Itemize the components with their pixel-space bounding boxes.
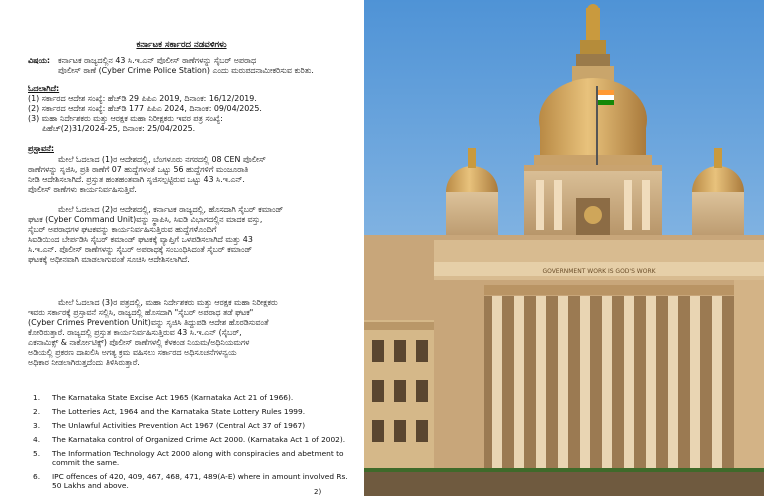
paragraph-3-line: ಅಧಿಕಾರ ನೀಡಲಾಗಿರುತ್ತದೆಂದು ತಿಳಿಸಿರುತ್ತಾರೆ. [28, 358, 140, 367]
column [514, 296, 524, 470]
reference-2: (2) ಸರ್ಕಾರದ ಆದೇಶ ಸಂಖ್ಯೆ: ಹೆಚ್‌ಡಿ 177 ಪಿಪಿಎ 2024, ದಿನಾಂಕ: 09/04/2025. [28, 104, 262, 113]
act-number: 3. [33, 421, 41, 430]
document-title: ಕರ್ನಾಟಕ ಸರ್ಕಾರದ ನಡವಳಿಗಳು [136, 40, 227, 50]
references-heading: ಓದಲಾಗಿದೆ: [28, 84, 60, 93]
column [558, 296, 568, 470]
act-text: The Karnataka control of Organized Crime Act 2000. (Karnataka Act 1 of 2002). [52, 435, 346, 444]
paragraph-3-line: (Cyber Crimes Prevention Unit)ವನ್ನು ಸೃಜಿಸಿ ತಿದ್ದುಪಡಿ ಆದೇಶ ಹೊರಡಿಸುವಂತೆ [28, 318, 269, 327]
paragraph-1-line: ಪೊಲೀಸ್ ಠಾಣೆಗಳು ಕಾರ್ಯನಿರ್ವಹಿಸುತ್ತಿವೆ. [28, 185, 137, 194]
reference-3-cont: ಪಿಹೆಚ್(2)31/2024-25, ದಿನಾಂಕ: 25/04/2025. [42, 124, 196, 133]
act-text: The Lotteries Act, 1964 and the Karnataka State Lottery Rules 1999. [52, 407, 306, 416]
paragraph-3-line: ಮೇಲೆ ಓದಲಾದ (3)ರ ಪತ್ರದಲ್ಲಿ, ಮಹಾ ನಿರ್ದೇಶಕರು ಮತ್ತು ಆರಕ್ಷಕ ಮಹಾ ನಿರೀಕ್ಷಕರು [58, 298, 278, 307]
ground [364, 470, 764, 496]
window [416, 340, 428, 362]
page-number: 2) [314, 488, 322, 496]
paragraph-2-line: ಮೇಲೆ ಓದಲಾದ (2)ರ ಆದೇಶದಲ್ಲಿ, ಕರ್ನಾಟಕ ರಾಜ್ಯದಲ್ಲಿ, ಹೊಸದಾಗಿ ಸೈಬರ್ ಕಮಾಂಡ್ [58, 205, 284, 214]
act-number: 4. [33, 435, 41, 444]
column [602, 296, 612, 470]
paragraph-2-line: ಘಟಕಕ್ಕೆ ಅಧೀನವಾಗಿ ಮಾಡಲಾಗುವಂತೆ ಸೂಚಿಸಿ ಆದೇಶಿಸಲಾಗಿದೆ. [28, 255, 190, 264]
act-number: 6. [33, 472, 41, 481]
paragraph-3-line: ಕೋರಿರುತ್ತಾರೆ. ರಾಜ್ಯದಲ್ಲಿ ಪ್ರಸ್ತುತ ಕಾರ್ಯನಿರ್ವಹಿಸುತ್ತಿರುವ 43 ಸಿ.ಇ.ಎನ್ (ಸೈಬರ್, [28, 328, 242, 337]
window [394, 340, 406, 362]
dome-drum [524, 165, 662, 238]
act-number: 5. [33, 449, 41, 458]
column [580, 296, 590, 470]
act-text: The Information Technology Act 2000 along with conspiracies and abetment to commit the same. [52, 449, 344, 468]
reference-3: (3) ಮಹಾ ನಿರ್ದೇಶಕರು ಮತ್ತು ಆರಕ್ಷಕ ಮಹಾ ನಿರೀಕ್ಷಕರು ಇವರ ಪತ್ರ ಸಂಖ್ಯೆ: [28, 114, 223, 123]
window [372, 340, 384, 362]
column [712, 296, 722, 470]
column [492, 296, 502, 470]
window [372, 420, 384, 442]
act-list-item [0, 407, 363, 417]
column [624, 296, 634, 470]
hedge [364, 468, 764, 472]
column [536, 296, 546, 470]
act-number: 1. [33, 393, 41, 402]
right-wing [734, 280, 764, 496]
window [394, 380, 406, 402]
subject-line-2: ಪೊಲೀಸ್ ಠಾಣೆ (Cyber Crime Police Station) ಎಂದು ಮರುಪದನಾಮೀಕರಿಸುವ ಕುರಿತು. [58, 66, 314, 75]
paragraph-2-line: ಸೈಬರ್ ಅಪರಾಧಗಳ ಘಟಕವನ್ನು ಕಾರ್ಯನಿರ್ವಹಿಸುತ್ತಿರುವ ಹುದ್ದೆಗಳೊಂದಿಗೆ [28, 225, 217, 234]
paragraph-2-line: ಸಿಐಡಿಯಿಂದ ಬೇರ್ಪಡಿಸಿ ಸೈಬರ್ ಕಮಾಂಡ್ ಘಟಕಕ್ಕೆ ವ್ಯಾಪ್ತಿಗೆ ಒಳಪಡಿಸಲಾಗಿದೆ ಮತ್ತು 43 [28, 235, 253, 244]
vidhana-soudha-photo [364, 0, 764, 496]
building-inscription: GOVERNMENT WORK IS GOD'S WORK [542, 268, 656, 275]
paragraph-3-line: ಅಡಿಯಲ್ಲಿ ಪ್ರಕರಣ ದಾಖಲಿಸಿ ಅಗತ್ಯ ಕ್ರಮ ವಹಿಸಲು ಸರ್ಕಾರದ ಅಧಿಸೂಚನೆಗಳನ್ವಯ [28, 348, 237, 357]
act-number: 2. [33, 407, 41, 416]
window [416, 380, 428, 402]
window [416, 420, 428, 442]
act-list-item [0, 393, 363, 403]
act-list-item [0, 435, 363, 445]
subject-line-1: ಕರ್ನಾಟಕ ರಾಜ್ಯದಲ್ಲಿನ 43 ಸಿ.ಇ.ಎನ್ ಪೊಲೀಸ್ ಠಾಣೆಗಳನ್ನು ಸೈಬರ್ ಅಪರಾಧ [58, 56, 257, 65]
column [690, 296, 700, 470]
paragraph-2-line: ಸಿ.ಇ.ಎನ್. ಪೊಲೀಸ್ ಠಾಣೆಗಳನ್ನು ಸೈಬರ್ ಅಪರಾಧಕ್ಕೆ ಸಂಬಂಧಿಸಿದಂತೆ ಸೈಬರ್ ಕಮಾಂಡ್ [28, 245, 253, 254]
government-order-document [0, 0, 363, 496]
left-wing-windows [372, 340, 428, 442]
building-illustration [364, 0, 764, 496]
window [372, 380, 384, 402]
subject-label: ವಿಷಯ: [28, 56, 51, 65]
paragraph-3-line: ಇವರು ಸರ್ಕಾರಕ್ಕೆ ಪ್ರಸ್ತಾವನೆ ಸಲ್ಲಿಸಿ, ರಾಜ್ಯದಲ್ಲಿ ಹೊಸದಾಗಿ "ಸೈಬರ್ ಅಪರಾಧ ತಡೆ ಘಟಕ" [28, 308, 254, 317]
act-text: The Unlawful Activities Prevention Act 1967 (Central Act 37 of 1967) [52, 421, 306, 430]
paragraph-2-line: ಘಟಕ (Cyber Command Unit)ವನ್ನು ಸ್ಥಾಪಿಸಿ, ಸಿಐಡಿ ವಿಭಾಗದಲ್ಲಿನ ಮಾದಕ ವಸ್ತು, [28, 215, 263, 224]
window [394, 420, 406, 442]
act-text: IPC offences of 420, 409, 467, 468, 471, 489(A-E) where in amount involved Rs. 50 Lakhs and above. [52, 472, 348, 491]
paragraph-1-line: ಮೇಲೆ ಓದಲಾದ (1)ರ ಆದೇಶದಲ್ಲಿ, ಬೆಂಗಳೂರು ನಗರದಲ್ಲಿ 08 CEN ಪೊಲೀಸ್ [58, 155, 266, 164]
act-text: The Karnataka State Excise Act 1965 (Karnataka Act 21 of 1966). [52, 393, 294, 402]
reference-1: (1) ಸರ್ಕಾರದ ಆದೇಶ ಸಂಖ್ಯೆ: ಹೆಚ್‌ಡಿ 29 ಪಿಪಿಎ 2019, ದಿನಾಂಕ: 16/12/2019. [28, 94, 257, 103]
paragraph-3-line: ಎಕನಾಮಿಕ್ಸ್ & ನಾರ್ಕೋಟಿಕ್ಸ್) ಪೊಲೀಸ್ ಠಾಣೆಗಳಲ್ಲಿ ಕೆಳಕಂಡ ನಿಯಮ/ಅಧಿನಿಯಮಗಳ [28, 338, 250, 347]
column [646, 296, 656, 470]
preamble-heading: ಪ್ರಸ್ತಾವನೆ: [28, 144, 54, 153]
paragraph-1-line: ನೀಡಿ ಆದೇಶಿಸಲಾಗಿದೆ. ಪ್ರಸ್ತುತ ಹಂತಹಂತವಾಗಿ ಸೃಜಿಸಲ್ಪಟ್ಟಿರುವ ಒಟ್ಟು 43 ಸಿ.ಇ.ಎನ್. [28, 175, 245, 184]
act-list-item [0, 421, 363, 431]
paragraph-1-line: ಠಾಣೆಗಳನ್ನು ಸೃಜಿಸಿ, ಪ್ರತಿ ಠಾಣೆಗೆ 07 ಹುದ್ದೆಗಳಂತೆ ಒಟ್ಟು 56 ಹುದ್ದೆಗಳಿಗೆ ಮಂಜೂರಾತಿ [28, 165, 249, 174]
column [668, 296, 678, 470]
act-list-item [0, 472, 363, 492]
act-list-item [0, 449, 363, 469]
